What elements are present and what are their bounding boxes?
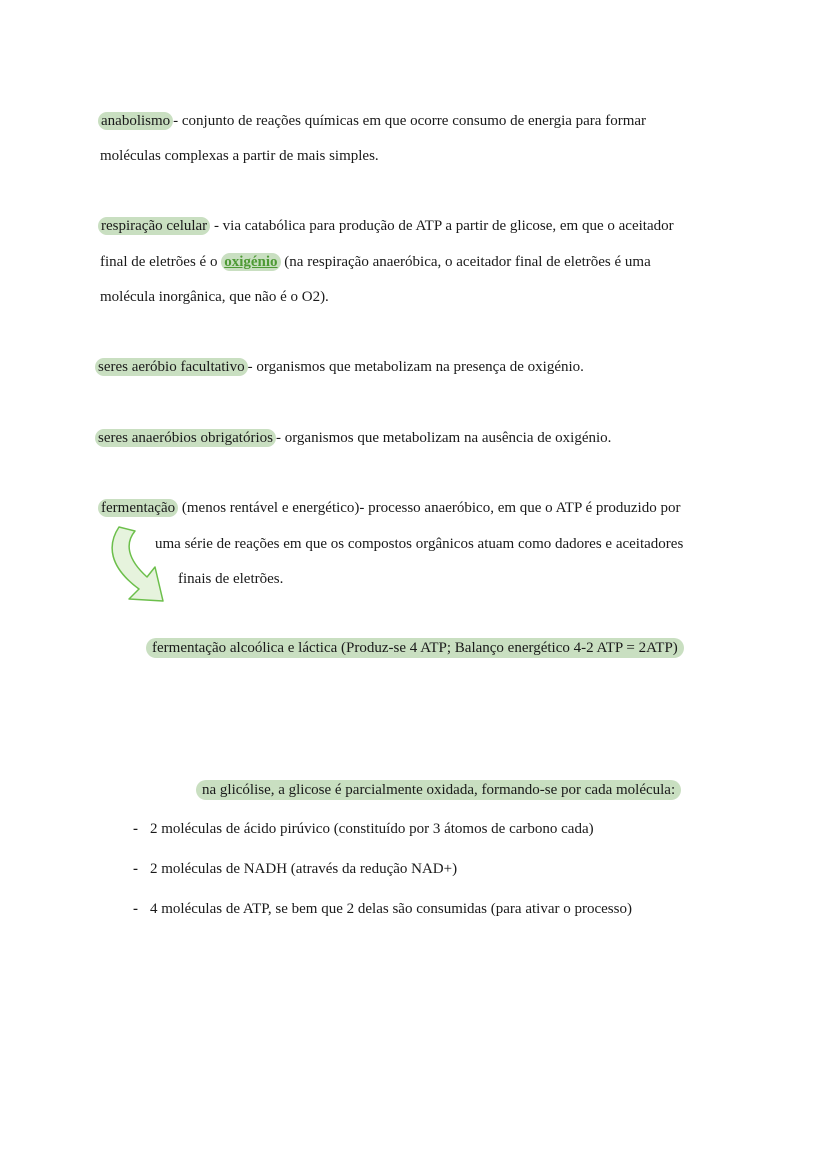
fermentacao-line-2: uma série de reações em que os compostos orgânicos atuam como dadores e aceitadores bbox=[155, 536, 684, 552]
definition-text: - via catabólica para produção de ATP a partir de glicose, em que o aceitador bbox=[210, 218, 674, 234]
fermentacao-line-1 bbox=[98, 498, 680, 518]
bullet-marker: - bbox=[133, 821, 138, 837]
keyword-link: oxigénio bbox=[221, 253, 280, 271]
aerobio-line bbox=[95, 357, 584, 377]
curved-arrow-icon bbox=[105, 525, 167, 605]
bullet-marker: - bbox=[133, 861, 138, 877]
respiracao-line-1 bbox=[98, 216, 674, 236]
definition-text: (na respiração anaeróbica, o aceitador final de eletrões é uma bbox=[280, 254, 651, 270]
definition-text: (menos rentável e energético)- processo anaeróbico, em que o ATP é produzido por bbox=[178, 500, 681, 516]
anabolismo-line-2: moléculas complexas a partir de mais simples. bbox=[100, 148, 379, 164]
list-item: 4 moléculas de ATP, se bem que 2 delas são consumidas (para ativar o processo) bbox=[150, 901, 632, 917]
definition-text: - organismos que metabolizam na presença de oxigénio. bbox=[247, 359, 584, 375]
term-highlight: fermentação bbox=[98, 499, 178, 517]
list-item: 2 moléculas de ácido pirúvico (constituído por 3 átomos de carbono cada) bbox=[150, 821, 594, 837]
glicolise-intro bbox=[196, 780, 681, 800]
anabolismo-line-1 bbox=[98, 111, 646, 131]
list-item: 2 moléculas de NADH (através da redução NAD+) bbox=[150, 861, 458, 877]
fermentacao-line-3: finais de eletrões. bbox=[178, 571, 284, 587]
bullet-marker: - bbox=[133, 901, 138, 917]
term-highlight: seres anaeróbios obrigatórios bbox=[95, 429, 276, 447]
term-highlight: seres aeróbio facultativo bbox=[95, 358, 248, 376]
term-highlight: anabolismo bbox=[98, 112, 173, 130]
summary-highlight: fermentação alcoólica e láctica (Produz-se 4 ATP; Balanço energético 4-2 ATP = 2ATP) bbox=[146, 638, 684, 658]
definition-text: - organismos que metabolizam na ausência de oxigénio. bbox=[275, 430, 612, 446]
definition-text: - conjunto de reações químicas em que ocorre consumo de energia para formar bbox=[173, 113, 647, 129]
fermentacao-summary bbox=[146, 638, 684, 658]
definition-text: final de eletrões é o bbox=[100, 254, 222, 270]
respiracao-line-2 bbox=[100, 252, 651, 272]
respiracao-line-3: molécula inorgânica, que não é o O2). bbox=[100, 289, 329, 305]
anaerobio-line bbox=[95, 428, 611, 448]
term-highlight: respiração celular bbox=[98, 217, 210, 235]
intro-highlight: na glicólise, a glicose é parcialmente oxidada, formando-se por cada molécula: bbox=[196, 780, 681, 800]
